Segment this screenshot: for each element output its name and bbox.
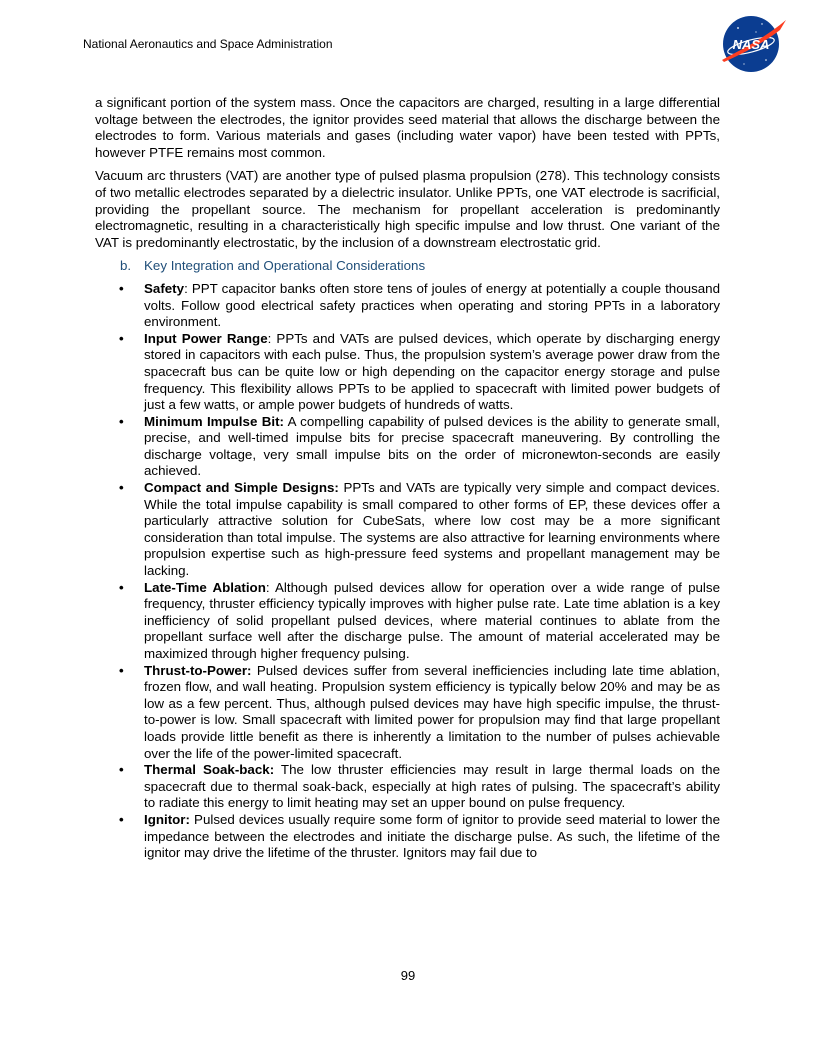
paragraph-capacitors: a significant portion of the system mass. Once the capacitors are charged, resulting in a large differential voltage between the electrodes, the ignitor provides seed material that allows the discharge between the electrodes to form. Various materials and gases (including water vapor) have been tested with PPTs, however PTFE remains most common. xyxy=(95,95,720,160)
bullet-term: Minimum Impulse Bit: xyxy=(144,413,284,429)
bullet-separator: : xyxy=(265,579,270,595)
bullet-term: Safety xyxy=(144,280,185,296)
bullet-term: Late-Time Ablation xyxy=(144,579,266,595)
bullet-text: PPTs and VATs are typically very simple and compact devices. While the total impulse capability is small compared to other forms of EP, these devices offer a particularly attractive solution for CubeSats, where low cost may be a more significant consideration than total impulse. The systems are also attractive for learning environments where propulsion expertise such as high-pressure feed systems and propellant management may be lacking. xyxy=(144,480,720,579)
page-number: 99 xyxy=(400,968,416,983)
bullet-text: Pulsed devices usually require some form of ignitor to provide seed material to lower the impedance between the electrodes and initiate the discharge pulse. As such, the lifetime of the ignitor may drive the lifetime of the thruster. Ignitors may fail due to xyxy=(144,811,720,861)
bullet-ignitor xyxy=(95,812,720,862)
bullet-term: Input Power Range xyxy=(144,330,268,346)
nasa-logo-icon xyxy=(718,14,788,74)
bullet-text: Pulsed devices suffer from several inefficiencies including late time ablation, frozen flow, and wall heating. Propulsion system efficiency is typically below 20% and may be as low as a few percent. Thus, although pulsed devices may have high specific impulse, the thrust-to-power is low. Small spacecraft with limited power for propulsion may find that large propellant loads provide little benefit as there is inherently a limitation to the number of pulses achievable over the life of the power-limited spacecraft. xyxy=(144,662,720,761)
nasa-logo-text: NASA xyxy=(732,37,770,52)
bullet-minimum-impulse-bit xyxy=(95,414,720,480)
bullet-dot-icon: • xyxy=(119,762,124,778)
header-organization: National Aeronautics and Space Administration xyxy=(83,37,333,51)
bullet-thrust-to-power xyxy=(95,663,720,763)
bullet-dot-icon: • xyxy=(119,662,124,678)
bullet-term: Thrust-to-Power: xyxy=(144,662,252,678)
bullet-dot-icon: • xyxy=(119,413,124,429)
bullet-safety xyxy=(95,281,720,331)
bullet-text: A compelling capability of pulsed devices is the ability to generate small, precise, and well-timed impulse bits for precise spacecraft maneuvering. By controlling the discharge voltage, very small impulse bits on the order of micronewton-seconds are easily achieved. xyxy=(144,413,720,479)
bullet-term: Ignitor: xyxy=(144,811,190,827)
bullet-dot-icon: • xyxy=(119,480,124,496)
page-body xyxy=(95,95,720,862)
bullet-late-time-ablation xyxy=(95,580,720,663)
bullet-dot-icon: • xyxy=(119,330,124,346)
bullet-dot-icon: • xyxy=(119,579,124,595)
bullet-text: Although pulsed devices allow for operation over a wide range of pulse frequency, thruster efficiency typically improves with higher pulse rate. Late time ablation is a key inefficiency of solid propellant pulsed devices, where material continues to ablate from the propellant surface well after the discharge pulse. The amount of material accelerated may be maximized through higher frequency pulsing. xyxy=(144,579,720,661)
bullet-thermal-soak-back xyxy=(95,762,720,812)
section-heading xyxy=(120,258,720,275)
bullet-dot-icon: • xyxy=(119,811,124,827)
bullet-dot-icon: • xyxy=(119,280,124,296)
bullet-input-power-range xyxy=(95,331,720,414)
bullet-text: PPT capacitor banks often store tens of joules of energy at potentially a couple thousand volts. Follow good electrical safety practices when operating and storing PPTs in a laboratory environment. xyxy=(144,280,720,330)
bullet-separator: : xyxy=(267,330,272,346)
section-title: Key Integration and Operational Considerations xyxy=(144,258,426,274)
bullet-compact-simple-designs xyxy=(95,480,720,580)
paragraph-vacuum-arc-thrusters: Vacuum arc thrusters (VAT) are another type of pulsed plasma propulsion (278). This technology consists of two metallic electrodes separated by a dielectric insulator. Unlike PPTs, one VAT electrode is sacrificial, providing the propellant source. The mechanism for propellant acceleration is predominantly electromagnetic, resulting in a characteristically high specific impulse and low thrust. One variant of the VAT is predominantly electrostatic, by the inclusion of a downstream electrostatic grid. xyxy=(95,168,720,250)
bullet-separator: : xyxy=(184,280,188,296)
bullet-term: Thermal Soak-back: xyxy=(144,762,275,778)
bullet-text: PPTs and VATs are pulsed devices, which operate by discharging energy stored in capacitors with each pulse. Thus, the propulsion system’s average power draw from the spacecraft bus can be quite low or high depending on the capacitor energy storage and pulse frequency. This flexibility allows PPTs to be applied to spacecraft with limited power budgets of just a few watts, or ample power budgets of hundreds of watts. xyxy=(144,330,721,413)
considerations-list xyxy=(95,281,720,862)
section-letter: b. xyxy=(120,258,132,274)
bullet-term: Compact and Simple Designs: xyxy=(144,480,339,496)
bullet-text: The low thruster efficiencies may result in large thermal loads on the spacecraft due to thermal soak-back, especially at high rates of pulsing. The spacecraft’s ability to radiate this energy to limit heating may set an upper bound on pulse frequency. xyxy=(144,762,720,811)
